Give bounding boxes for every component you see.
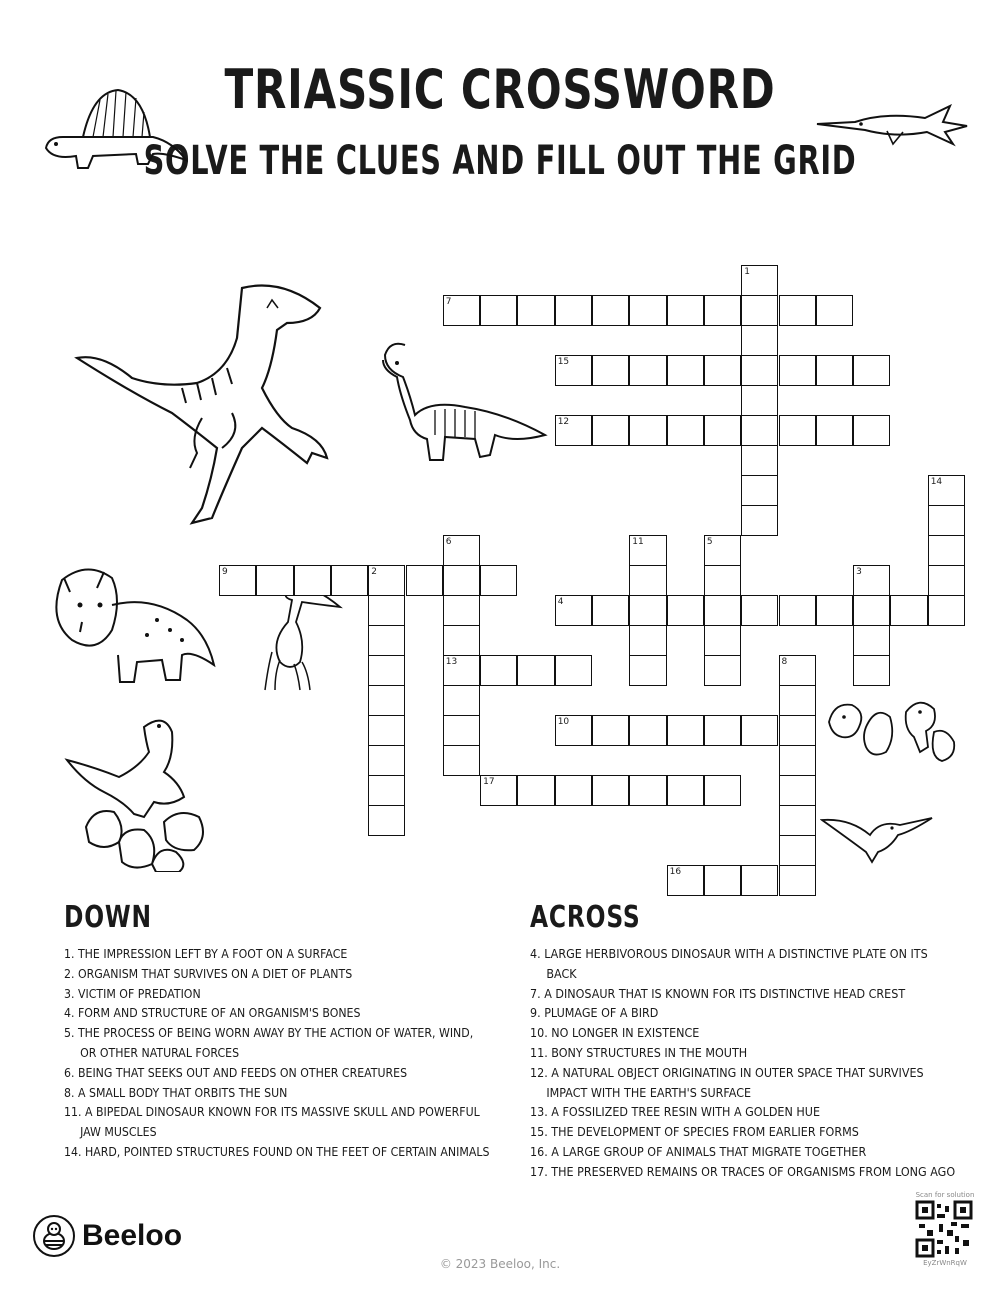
grid-cell[interactable]	[779, 685, 816, 716]
grid-cell[interactable]	[779, 715, 816, 746]
clue-text: 14. HARD, POINTED STRUCTURES FOUND ON THE FEET OF CERTAIN ANIMALS	[64, 1144, 490, 1159]
grid-cell[interactable]	[443, 685, 480, 716]
clue-text: 9. PLUMAGE OF A BIRD	[530, 1006, 659, 1021]
grid-cell[interactable]	[741, 715, 778, 746]
clue-text: 11. A BIPEDAL DINOSAUR KNOWN FOR ITS MASSIVE SKULL AND POWERFUL	[64, 1105, 480, 1120]
grid-cell[interactable]	[741, 415, 778, 446]
clue-item	[64, 1103, 489, 1143]
clue-item	[64, 1024, 489, 1064]
grid-cell[interactable]	[629, 595, 666, 626]
grid-cell[interactable]	[667, 595, 704, 626]
grid-cell[interactable]	[517, 295, 554, 326]
grid-cell[interactable]	[629, 625, 666, 656]
grid-cell[interactable]	[779, 835, 816, 866]
clue-item	[64, 945, 489, 965]
bee-icon	[32, 1214, 76, 1258]
clue-text: 7. A DINOSAUR THAT IS KNOWN FOR ITS DISTINCTIVE HEAD CREST	[530, 986, 906, 1001]
down-clue-list	[64, 945, 540, 1163]
grid-cell[interactable]	[853, 355, 890, 386]
grid-cell[interactable]	[629, 295, 666, 326]
clue-text: 16. A LARGE GROUP OF ANIMALS THAT MIGRATE TOGETHER	[530, 1144, 867, 1159]
grid-cell[interactable]	[294, 565, 331, 596]
grid-cell[interactable]	[331, 565, 368, 596]
grid-cell[interactable]	[368, 715, 405, 746]
clue-item	[530, 1143, 955, 1163]
copyright: © 2023 Beeloo, Inc.	[439, 1257, 561, 1271]
grid-cell[interactable]	[741, 595, 778, 626]
grid-cell[interactable]	[741, 865, 778, 896]
clue-number: 10	[557, 717, 570, 727]
grid-cell[interactable]	[741, 355, 778, 386]
grid-cell[interactable]	[779, 745, 816, 776]
clue-text: 1. THE IMPRESSION LEFT BY A FOOT ON A SURFACE	[64, 947, 348, 961]
clue-item	[530, 945, 955, 985]
grid-cell[interactable]	[629, 775, 666, 806]
grid-cell[interactable]	[629, 565, 666, 596]
across-clues-section	[530, 900, 998, 1183]
grid-cell[interactable]	[779, 415, 816, 446]
across-clue-list	[530, 945, 998, 1183]
grid-cell[interactable]	[368, 595, 405, 626]
clue-item	[530, 1004, 955, 1024]
grid-cell[interactable]	[816, 595, 853, 626]
grid-cell[interactable]	[779, 775, 816, 806]
grid-cell[interactable]	[928, 565, 965, 596]
clue-text: 17. THE PRESERVED REMAINS OR TRACES OF ORGANISMS FROM LONG AGO	[530, 1164, 956, 1179]
grid-cell[interactable]	[741, 325, 778, 356]
grid-cell[interactable]	[704, 775, 741, 806]
grid-cell[interactable]	[368, 745, 405, 776]
grid-cell[interactable]	[853, 415, 890, 446]
grid-cell[interactable]	[629, 715, 666, 746]
clue-number: 7	[445, 297, 452, 307]
grid-cell[interactable]	[741, 385, 778, 416]
clue-item	[530, 1024, 955, 1044]
grid-cell[interactable]	[928, 535, 965, 566]
grid-cell[interactable]	[816, 295, 853, 326]
grid-cell[interactable]	[928, 505, 965, 536]
grid-cell[interactable]	[853, 595, 890, 626]
clue-text: 11. BONY STRUCTURES IN THE MOUTH	[530, 1045, 748, 1060]
grid-cell[interactable]	[779, 805, 816, 836]
grid-cell[interactable]	[741, 295, 778, 326]
grid-cell[interactable]	[480, 295, 517, 326]
grid-cell[interactable]	[853, 625, 890, 656]
grid-cell[interactable]	[592, 715, 629, 746]
grid-cell[interactable]	[667, 775, 704, 806]
grid-cell[interactable]	[704, 865, 741, 896]
clue-item	[64, 1064, 489, 1084]
grid-cell[interactable]	[443, 745, 480, 776]
clue-item	[64, 1004, 489, 1024]
grid-cell[interactable]	[368, 655, 405, 686]
clue-text: 5. THE PROCESS OF BEING WORN AWAY BY THE ACTION OF WATER, WIND,	[64, 1026, 474, 1041]
clue-item	[64, 1143, 489, 1163]
grid-cell[interactable]	[592, 355, 629, 386]
clue-text: 15. THE DEVELOPMENT OF SPECIES FROM EARLIER FORMS	[530, 1125, 859, 1140]
grid-cell[interactable]	[741, 505, 778, 536]
clue-text: 2. ORGANISM THAT SURVIVES ON A DIET OF PLANTS	[64, 966, 353, 981]
clue-number: 9	[222, 567, 228, 577]
grid-cell[interactable]	[704, 295, 741, 326]
clue-text: 12. A NATURAL OBJECT ORIGINATING IN OUTER SPACE THAT SURVIVES	[530, 1065, 924, 1080]
clue-number: 14	[930, 477, 943, 487]
grid-cell[interactable]	[741, 475, 778, 506]
clue-item	[64, 1084, 489, 1104]
grid-cell[interactable]	[480, 565, 517, 596]
across-heading: ACROSS	[530, 900, 641, 935]
qr-code-icon	[915, 1200, 973, 1258]
clue-text: 6. BEING THAT SEEKS OUT AND FEEDS ON OTHER CREATURES	[64, 1065, 408, 1080]
clue-number: 13	[445, 657, 458, 667]
clue-number: 6	[445, 537, 452, 547]
grid-cell[interactable]	[779, 595, 816, 626]
clue-number: 2	[371, 567, 377, 577]
grid-cell[interactable]	[667, 355, 704, 386]
brand-logo	[32, 1214, 182, 1258]
grid-cell[interactable]	[443, 595, 480, 626]
clue-number: 16	[669, 867, 682, 877]
grid-cell[interactable]	[517, 655, 554, 686]
grid-cell[interactable]	[890, 595, 927, 626]
grid-cell[interactable]	[667, 295, 704, 326]
grid-cell[interactable]	[853, 655, 890, 686]
grid-cell[interactable]	[779, 295, 816, 326]
grid-cell[interactable]	[256, 565, 293, 596]
page-subtitle: SOLVE THE CLUES AND FILL OUT THE GRID	[143, 138, 857, 184]
clue-text-continuation: OR OTHER NATURAL FORCES	[80, 1045, 240, 1060]
clue-item	[530, 1064, 955, 1104]
clue-number: 1	[744, 267, 750, 277]
grid-cell[interactable]	[629, 415, 666, 446]
clue-item	[64, 985, 489, 1005]
clue-text: 8. A SMALL BODY THAT ORBITS THE SUN	[64, 1085, 288, 1100]
grid-cell[interactable]	[592, 595, 629, 626]
grid-cell[interactable]	[704, 355, 741, 386]
grid-cell[interactable]	[555, 775, 592, 806]
grid-cell[interactable]	[816, 415, 853, 446]
grid-cell[interactable]	[779, 865, 816, 896]
clue-item	[530, 1103, 955, 1123]
qr-caption: Scan for solution	[915, 1191, 975, 1199]
grid-cell[interactable]	[406, 565, 443, 596]
grid-cell[interactable]	[443, 565, 480, 596]
grid-cell[interactable]	[368, 775, 405, 806]
clue-text: 13. A FOSSILIZED TREE RESIN WITH A GOLDEN HUE	[530, 1105, 821, 1120]
down-clues-section	[64, 900, 540, 1163]
grid-cell[interactable]	[368, 625, 405, 656]
clue-number: 3	[856, 567, 862, 577]
grid-cell[interactable]	[517, 775, 554, 806]
grid-cell[interactable]	[928, 595, 965, 626]
grid-cell[interactable]	[667, 415, 704, 446]
clue-text: 4. FORM AND STRUCTURE OF AN ORGANISM'S BONES	[64, 1006, 361, 1021]
grid-cell[interactable]	[704, 715, 741, 746]
clue-text: 4. LARGE HERBIVOROUS DINOSAUR WITH A DISTINCTIVE PLATE ON ITS	[530, 947, 928, 961]
clue-text-continuation: BACK	[546, 966, 577, 981]
grid-cell[interactable]	[368, 685, 405, 716]
clue-text: 3. VICTIM OF PREDATION	[64, 986, 201, 1001]
grid-cell[interactable]	[816, 355, 853, 386]
grid-cell[interactable]	[704, 625, 741, 656]
clue-item	[64, 965, 489, 985]
brand-name: Beeloo	[82, 1219, 183, 1252]
grid-cell[interactable]	[555, 655, 592, 686]
grid-cell[interactable]	[704, 415, 741, 446]
grid-cell[interactable]	[443, 715, 480, 746]
grid-cell[interactable]	[592, 415, 629, 446]
down-heading: DOWN	[64, 900, 152, 935]
grid-cell[interactable]	[592, 295, 629, 326]
clue-number: 4	[557, 597, 564, 607]
grid-cell[interactable]	[741, 445, 778, 476]
clue-number: 12	[557, 417, 570, 427]
clue-text: 10. NO LONGER IN EXISTENCE	[530, 1026, 700, 1041]
clue-number: 8	[781, 657, 788, 667]
clue-item	[530, 1163, 955, 1183]
clue-number: 17	[483, 777, 495, 787]
qr-code-label: EyZrWnRqW	[923, 1259, 967, 1267]
grid-cell[interactable]	[704, 655, 741, 686]
clue-number: 15	[557, 357, 570, 367]
grid-cell[interactable]	[480, 655, 517, 686]
grid-cell[interactable]	[368, 805, 405, 836]
clue-text-continuation: JAW MUSCLES	[80, 1125, 157, 1140]
grid-cell[interactable]	[443, 625, 480, 656]
grid-cell[interactable]	[629, 655, 666, 686]
clue-number: 11	[632, 537, 644, 547]
grid-cell[interactable]	[704, 565, 741, 596]
grid-cell[interactable]	[592, 775, 629, 806]
grid-cell[interactable]	[555, 295, 592, 326]
grid-cell[interactable]	[704, 595, 741, 626]
clue-item	[530, 1044, 955, 1064]
grid-cell[interactable]	[667, 715, 704, 746]
grid-cell[interactable]	[629, 355, 666, 386]
clue-number: 5	[706, 537, 713, 547]
grid-cell[interactable]	[779, 355, 816, 386]
clue-text-continuation: IMPACT WITH THE EARTH'S SURFACE	[546, 1085, 752, 1100]
clue-item	[530, 985, 955, 1005]
clue-item	[530, 1123, 955, 1143]
page-title: TRIASSIC CROSSWORD	[224, 58, 776, 121]
